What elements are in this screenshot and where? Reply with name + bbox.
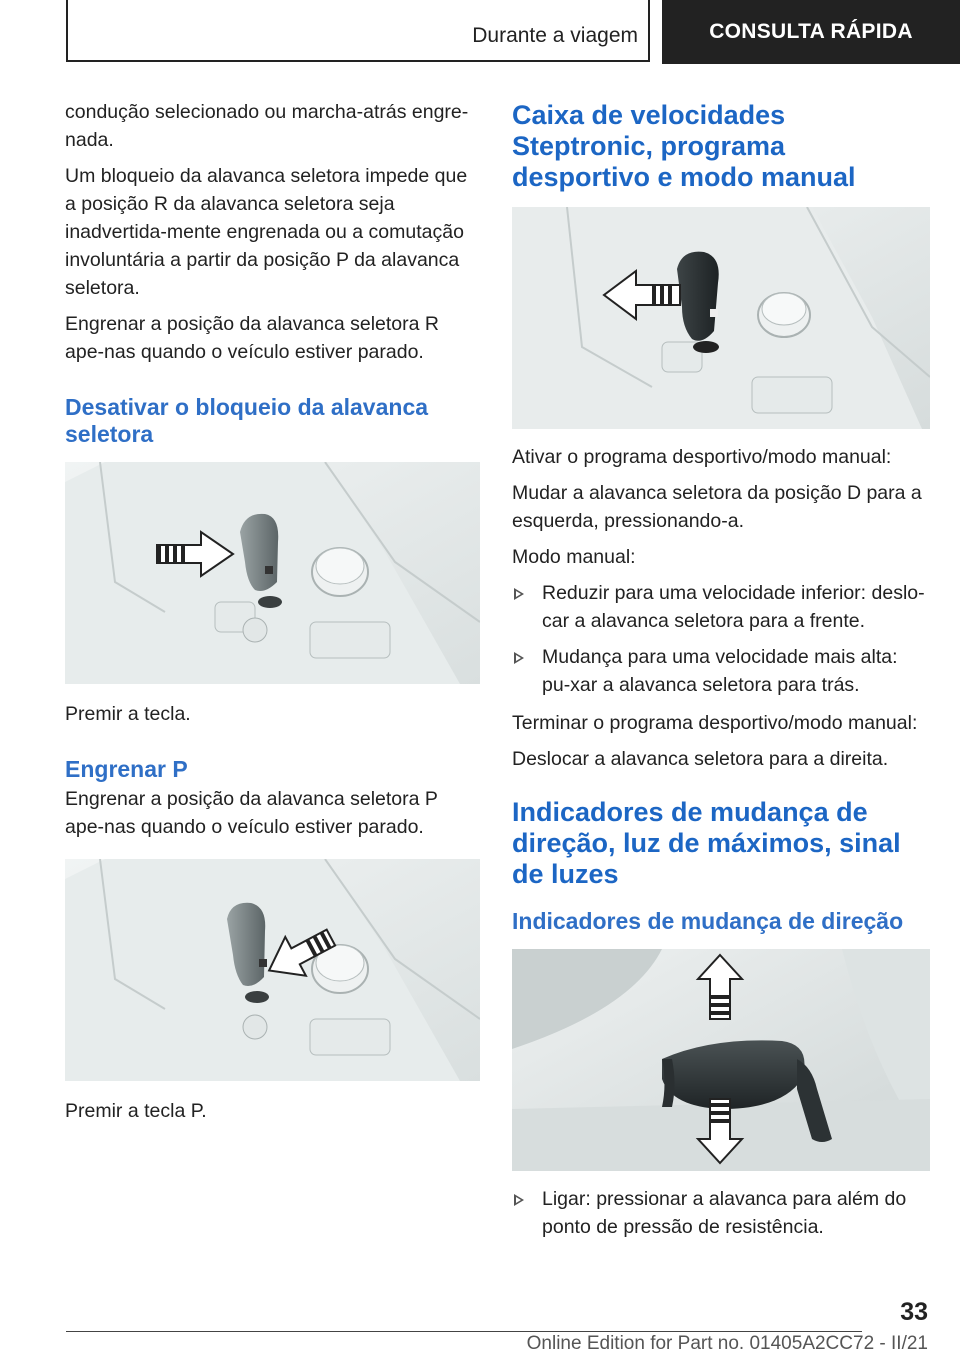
- turn-signal-stalk-illustration: [512, 949, 930, 1171]
- paragraph: Modo manual:: [512, 546, 636, 568]
- heading-engage-park: Engrenar P: [65, 756, 188, 782]
- selector-lever-unlock-illustration: [65, 462, 480, 684]
- page-number: 33: [900, 1298, 928, 1326]
- paragraph: Mudar a alavanca seletora da posição D para a esquerda, pressionando-a.: [512, 482, 922, 532]
- paragraph: Deslocar a alavanca seletora para a direita.: [512, 748, 889, 770]
- header-section-title: Durante a viagem: [472, 24, 638, 47]
- selector-lever-park-illustration: [65, 859, 480, 1081]
- paragraph: condução selecionado ou marcha-atrás engre-nada.: [65, 101, 469, 151]
- footer-divider: [66, 1331, 862, 1332]
- figure-caption: Premir a tecla P.: [65, 1100, 207, 1122]
- paragraph: Um bloqueio da alavanca seletora impede que a posição R da alavanca seletora seja inadvertida-mente engrenada ou a comutação involuntária a partir da posição P da alavanca seletora.: [65, 165, 468, 299]
- bullet-triangle-icon: [514, 652, 524, 664]
- list-item: Ligar: pressionar a alavanca para além do ponto de pressão de resistência.: [512, 1185, 930, 1241]
- list-item: Mudança para uma velocidade mais alta: pu-xar a alavanca seletora para trás.: [512, 643, 930, 699]
- bullet-triangle-icon: [514, 588, 524, 600]
- figure-caption: Premir a tecla.: [65, 703, 191, 725]
- paragraph: Engrenar a posição da alavanca seletora P ape-nas quando o veículo estiver parado.: [65, 788, 438, 838]
- header-chapter-tab: CONSULTA RÁPIDA: [662, 0, 960, 64]
- list-item: Reduzir para uma velocidade inferior: deslo-car a alavanca seletora para a frente.: [512, 579, 930, 635]
- heading-turn-signals: Indicadores de mudança de direção: [512, 908, 904, 934]
- footer-edition: Online Edition for Part no. 01405A2CC72 - II/21: [526, 1333, 928, 1354]
- steptronic-lever-illustration: [512, 207, 930, 429]
- heading-steptronic: Caixa de velocidades Steptronic, programa desportivo e modo manual: [512, 100, 856, 192]
- bullet-triangle-icon: [514, 1194, 524, 1206]
- turn-signal-list: [512, 1185, 930, 1241]
- paragraph: Engrenar a posição da alavanca seletora R ape-nas quando o veículo estiver parado.: [65, 313, 439, 363]
- paragraph: Terminar o programa desportivo/modo manual:: [512, 712, 918, 734]
- left-column: [65, 98, 480, 1133]
- manual-mode-list: [512, 579, 930, 699]
- heading-unlock-selector: Desativar o bloqueio da alavanca seletora: [65, 394, 429, 447]
- heading-indicators: Indicadores de mudança de direção, luz de máximos, sinal de luzes: [512, 797, 901, 889]
- right-column: [512, 98, 930, 1251]
- paragraph: Ativar o programa desportivo/modo manual:: [512, 446, 892, 468]
